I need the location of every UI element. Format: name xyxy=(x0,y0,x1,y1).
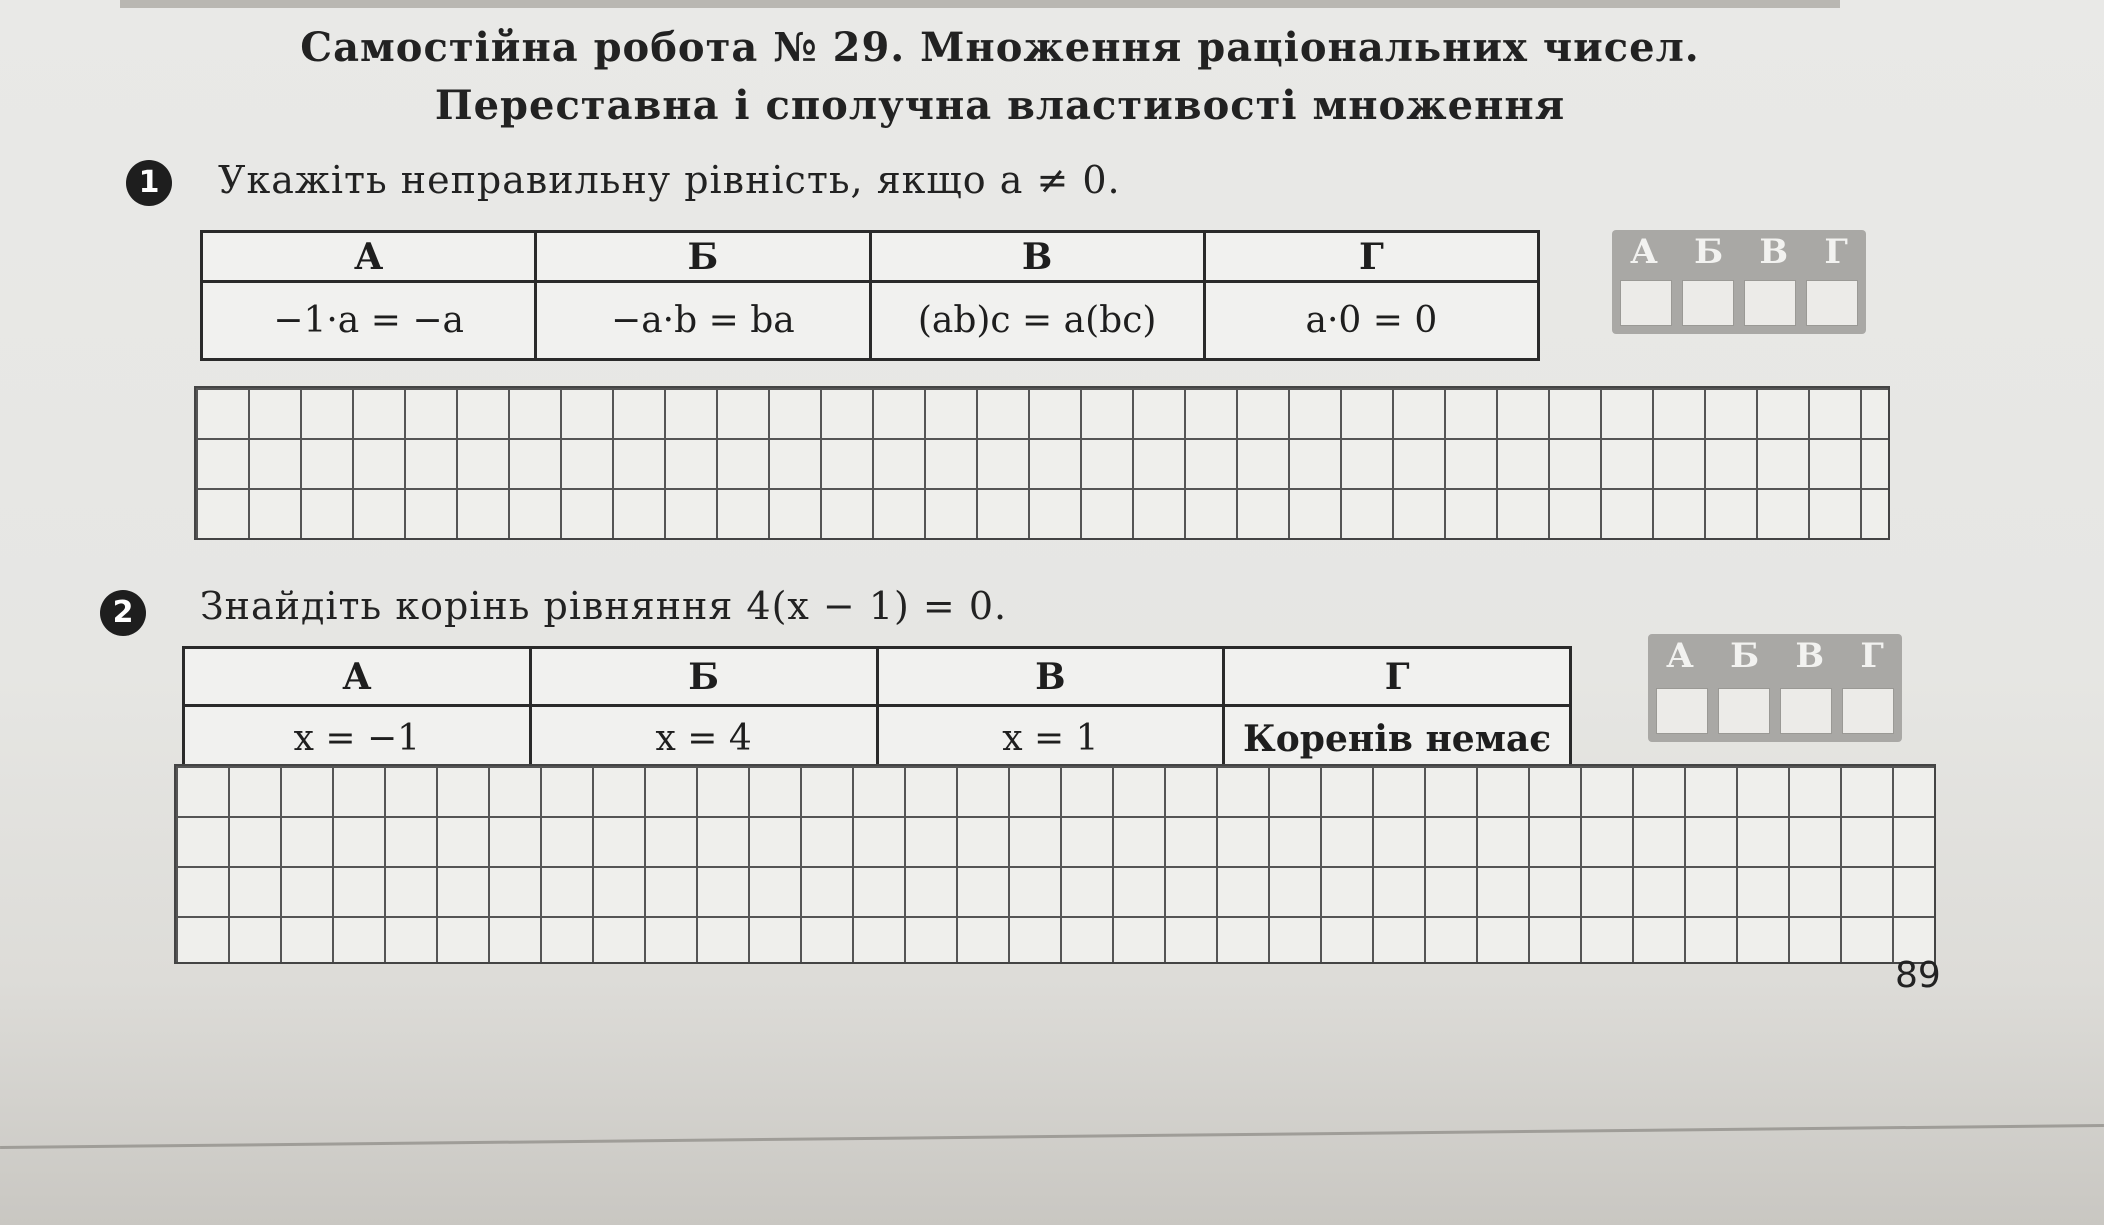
page-number: 89 xyxy=(1895,955,1941,996)
option-header: Г xyxy=(1204,232,1538,282)
answer-checkbox[interactable] xyxy=(1620,280,1672,326)
option-header: Б xyxy=(536,232,870,282)
answer-letter: Б xyxy=(1730,636,1760,676)
answer-checkbox[interactable] xyxy=(1842,688,1894,734)
page-subtitle: Переставна і сполучна властивості множення xyxy=(434,82,1566,129)
option-cell[interactable]: a·0 = 0 xyxy=(1204,282,1538,360)
option-cell[interactable]: −1·a = −a xyxy=(202,282,536,360)
answer-letter: Б xyxy=(1694,232,1724,272)
option-header: В xyxy=(877,648,1224,706)
answer-checkbox[interactable] xyxy=(1806,280,1858,326)
answer-checkbox[interactable] xyxy=(1744,280,1796,326)
question-text: Укажіть неправильну рівність, якщо a ≠ 0. xyxy=(218,158,1121,202)
answer-checkbox[interactable] xyxy=(1656,688,1708,734)
question-number-badge: 1 xyxy=(126,160,172,206)
page-title: Самостійна робота № 29. Множення раціональних чисел. xyxy=(300,24,1700,71)
options-table xyxy=(182,646,1572,773)
option-cell[interactable]: (ab)c = a(bc) xyxy=(870,282,1204,360)
answer-box xyxy=(1648,634,1902,742)
option-cell[interactable]: x = 4 xyxy=(530,706,877,772)
option-header: А xyxy=(184,648,531,706)
option-header: Г xyxy=(1224,648,1571,706)
option-header: В xyxy=(870,232,1204,282)
answer-letter: А xyxy=(1630,232,1658,272)
option-cell[interactable]: x = −1 xyxy=(184,706,531,772)
options-table xyxy=(200,230,1540,361)
option-cell[interactable]: x = 1 xyxy=(877,706,1224,772)
answer-letter: Г xyxy=(1860,636,1884,676)
answer-checkbox[interactable] xyxy=(1780,688,1832,734)
work-grid[interactable] xyxy=(174,764,1936,964)
page-edge-line xyxy=(0,1124,2104,1149)
answer-letter: В xyxy=(1795,636,1825,676)
answer-letter: Г xyxy=(1824,232,1848,272)
question-text: Знайдіть корінь рівняння 4(x − 1) = 0. xyxy=(200,584,1008,628)
option-header: А xyxy=(202,232,536,282)
answer-checkbox[interactable] xyxy=(1718,688,1770,734)
work-grid[interactable] xyxy=(194,386,1890,540)
answer-letter: А xyxy=(1666,636,1694,676)
answer-box xyxy=(1612,230,1866,334)
option-cell[interactable]: Коренів немає xyxy=(1224,706,1571,772)
option-header: Б xyxy=(530,648,877,706)
answer-letter: В xyxy=(1759,232,1789,272)
question-number-badge: 2 xyxy=(100,590,146,636)
answer-checkbox[interactable] xyxy=(1682,280,1734,326)
option-cell[interactable]: −a·b = ba xyxy=(536,282,870,360)
top-edge xyxy=(120,0,1840,8)
